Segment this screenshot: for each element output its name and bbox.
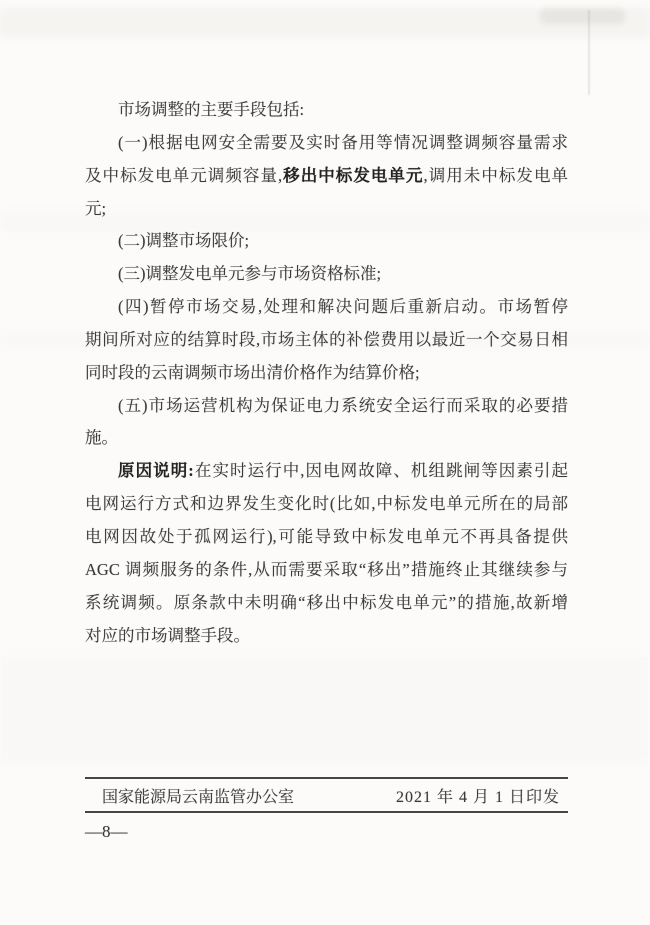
scan-artifact-line — [588, 10, 590, 95]
text-line — [85, 258, 568, 291]
text-line — [85, 225, 568, 258]
text-line — [85, 422, 568, 455]
text-line — [85, 521, 568, 554]
text-segment: 施。 — [85, 428, 118, 448]
body-text — [85, 94, 568, 652]
footer-print-date: 2021 年 4 月 1 日印发 — [395, 788, 560, 806]
text-segment: ,调用未中标发电单 — [423, 165, 568, 185]
text-line — [85, 455, 568, 488]
text-segment: (一)根据电网安全需要及实时备用等情况调整调频容量需求 — [118, 132, 568, 152]
scan-artifact-band — [0, 8, 650, 38]
text-line — [85, 193, 568, 226]
text-segment: (四)暂停市场交易,处理和解决问题后重新启动。市场暂停 — [118, 297, 568, 317]
text-line — [85, 488, 568, 521]
text-segment: (二)调整市场限价; — [118, 231, 250, 251]
text-segment: 期间所对应的结算时段,市场主体的补偿费用以最近一个交易日相 — [85, 329, 568, 349]
scan-artifact-band — [0, 655, 650, 765]
text-line — [85, 554, 568, 587]
scan-artifact-smudge — [540, 8, 625, 24]
text-segment: 对应的市场调整手段。 — [85, 625, 250, 645]
text-segment: 电网运行方式和边界发生变化时(比如,中标发电单元所在的局部 — [85, 494, 568, 514]
footer — [85, 779, 568, 811]
bold-text-segment: 移出中标发电单元 — [282, 165, 424, 185]
text-segment: 系统调频。原条款中未明确“移出中标发电单元”的措施,故新增 — [85, 592, 568, 612]
text-segment: 电网因故处于孤网运行),可能导致中标发电单元不再具备提供 — [85, 526, 568, 546]
bold-text-segment: 原因说明: — [118, 461, 194, 481]
text-line — [85, 160, 568, 193]
text-line — [85, 587, 568, 620]
text-segment: AGC 调频服务的条件,从而需要采取“移出”措施终止其继续参与 — [85, 559, 568, 579]
text-segment: 在实时运行中,因电网故障、机组跳闸等因素引起 — [193, 461, 568, 481]
text-line — [85, 127, 568, 160]
page-number: —8— — [85, 822, 128, 841]
text-line — [85, 94, 568, 127]
text-line — [85, 291, 568, 324]
text-segment: 元; — [85, 198, 107, 218]
text-segment: 同时段的云南调频市场出清价格作为结算价格; — [85, 362, 420, 382]
text-segment: 市场调整的主要手段包括: — [118, 100, 305, 119]
text-line — [85, 620, 568, 653]
text-line — [85, 357, 568, 390]
text-line — [85, 390, 568, 423]
text-line — [85, 324, 568, 357]
footer-issuer: 国家能源局云南监管办公室 — [102, 788, 295, 806]
text-segment: 及中标发电单元调频容量, — [85, 165, 283, 185]
text-segment: (三)调整发电单元参与市场资格标准; — [118, 264, 382, 284]
footer-rule-bottom — [85, 811, 568, 813]
text-segment: (五)市场运营机构为保证电力系统安全运行而采取的必要措 — [118, 395, 568, 415]
